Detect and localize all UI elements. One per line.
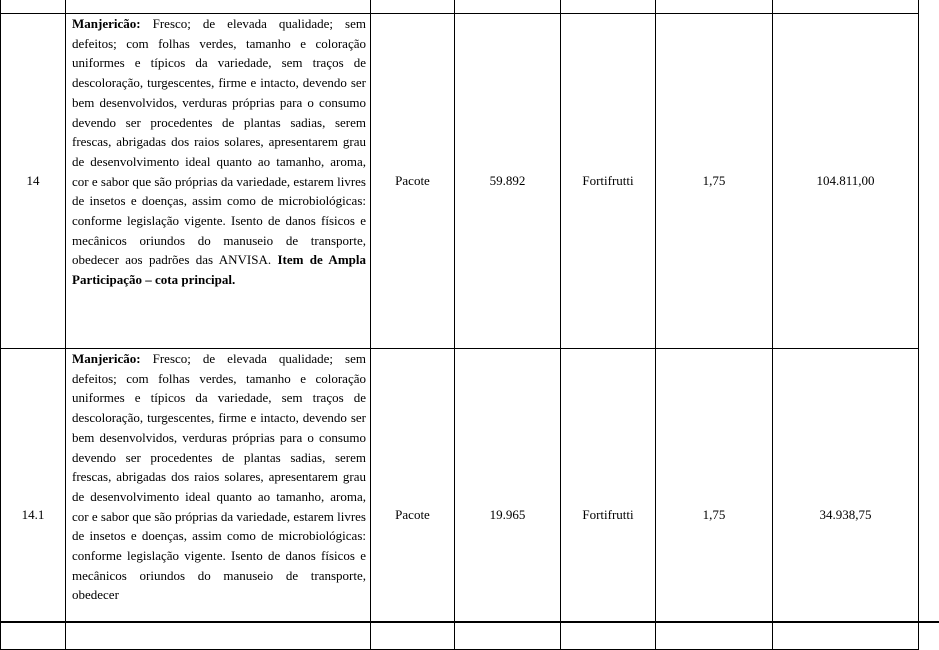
table-row — [1, 14, 919, 349]
item-number: 14.1 — [21, 507, 45, 522]
item-total-cell — [773, 349, 919, 650]
item-location-cell — [561, 349, 656, 650]
item-unit: Pacote — [395, 507, 430, 522]
description-title: Manjericão: — [72, 351, 141, 366]
table-row — [1, 349, 919, 650]
item-unit-cell — [371, 349, 455, 650]
item-total: 104.811,00 — [773, 14, 919, 349]
table-cell — [773, 0, 919, 14]
description-text — [72, 14, 366, 290]
table-row-previous — [1, 0, 919, 14]
item-quantity: 59.892 — [455, 14, 561, 349]
description-body: Fresco; de elevada qualidade; sem defeitos; com folhas verdes, tamanho e coloração uniformes e típicos da variedade, sem traços de descoloração, turgescentes, firme e intacto, devendo ser bem desenvolvidos, verduras próprias para o consumo devendo ser procedentes de plantas sadias, serem frescas, abrigadas dos raios solares, apresentarem grau de desenvolvimento ideal quanto ao tamanho, aroma, cor e sabor que são próprias da variedade, estarem livres de insetos e doenças, assim como de microbiológicas: conforme legislação vigente. Isento de danos físicos e mecânicos oriundos do manuseio de transporte, obedecer aos padrões das ANVISA. — [72, 16, 366, 268]
item-location: Fortifrutti — [561, 14, 656, 349]
table-cell — [455, 0, 561, 14]
description-text — [72, 349, 366, 605]
item-unit-price: 1,75 — [656, 14, 773, 349]
table-cell — [561, 0, 656, 14]
item-unit: Pacote — [371, 14, 455, 349]
item-unit-price-cell — [656, 349, 773, 650]
table-cell — [66, 0, 371, 14]
table-cell — [371, 0, 455, 14]
table-cell — [656, 0, 773, 14]
item-total: 34.938,75 — [819, 507, 872, 522]
description-body: Fresco; de elevada qualidade; sem defeitos; com folhas verdes, tamanho e coloração uniformes e típicos da variedade, sem traços de descoloração, turgescentes, firme e intacto, devendo ser bem desenvolvidos, verduras próprias para o consumo devendo ser procedentes de plantas sadias, serem frescas, abrigadas dos raios solares, apresentarem grau de desenvolvimento ideal quanto ao tamanho, aroma, cor e sabor que são próprias da variedade, estarem livres de insetos e doenças, assim como de microbiológicas: conforme legislação vigente. Isento de danos físicos e mecânicos oriundos do manuseio de transporte, obedecer — [72, 351, 366, 603]
item-location: Fortifrutti — [582, 507, 634, 522]
item-number: 14 — [1, 14, 66, 349]
table-cell — [1, 0, 66, 14]
item-unit-price: 1,75 — [702, 507, 726, 522]
item-quantity-cell — [455, 349, 561, 650]
item-description — [66, 349, 371, 650]
description-note: Item de Ampla Participação – cota principal. — [72, 252, 366, 288]
description-title: Manjericão: — [72, 16, 141, 31]
item-quantity: 19.965 — [489, 507, 526, 522]
item-description — [66, 14, 371, 349]
item-number-cell — [1, 349, 66, 650]
